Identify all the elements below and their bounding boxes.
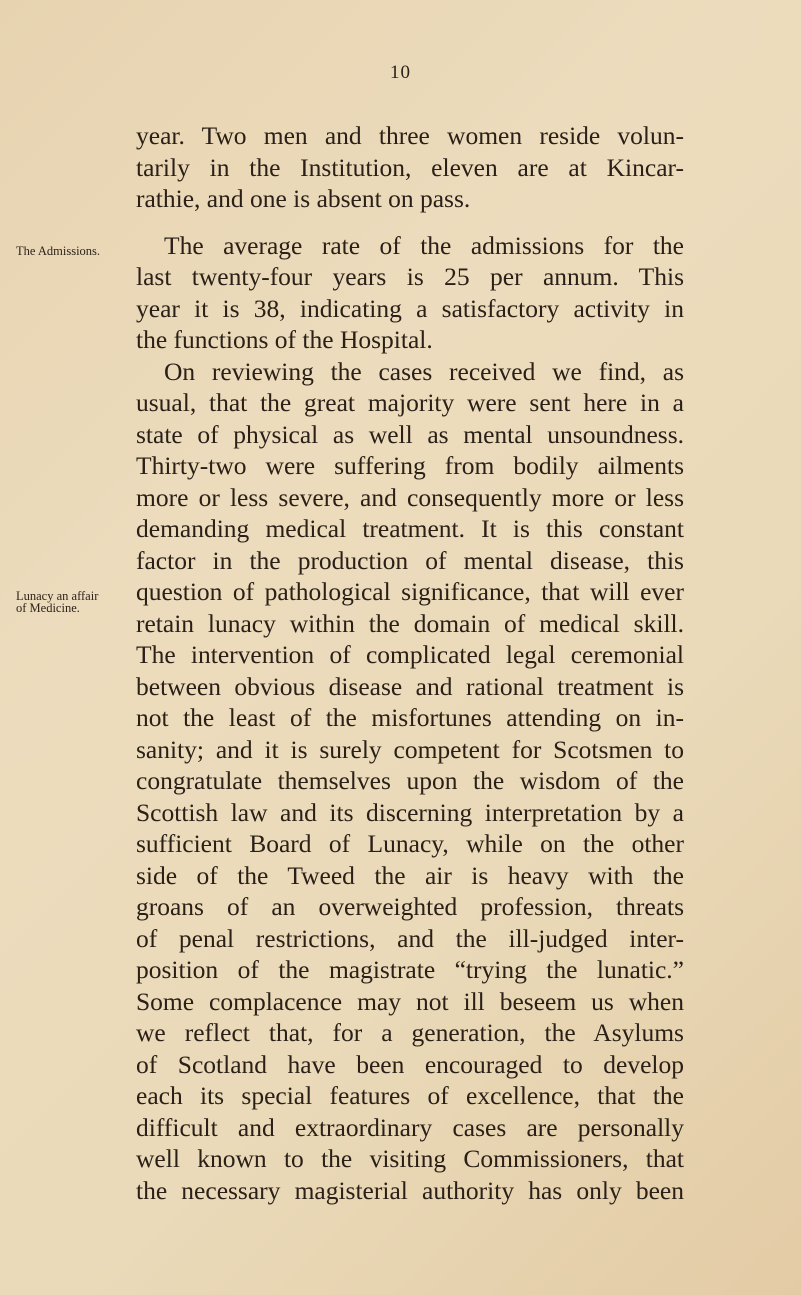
text-line: On reviewing the cases received we find, as xyxy=(164,356,684,386)
text-line: the functions of the Hospital. xyxy=(136,325,433,354)
text-line: more or less severe, and consequently more or less xyxy=(136,482,684,512)
text-line: not the least of the misfortunes attending on in- xyxy=(136,703,684,732)
body-text xyxy=(136,120,684,1206)
text-line: side of the Tweed the air is heavy with the xyxy=(136,860,684,890)
text-line: usual, that the great majority were sent here in a xyxy=(136,388,684,417)
paragraph-reviewing-cases xyxy=(136,356,684,1207)
text-line: year it is 38, indicating a satisfactory activity in xyxy=(136,293,684,323)
sidenote-line: The Admissions. xyxy=(16,244,101,258)
text-line: state of physical as well as mental unsoundness. xyxy=(136,419,684,449)
text-line: factor in the production of mental disease, this xyxy=(136,545,684,575)
text-line: question of pathological significance, that will ever xyxy=(136,577,684,606)
sidenote-lunacy-medicine xyxy=(16,590,98,614)
text-line: last twenty-four years is 25 per annum. This xyxy=(136,262,684,291)
text-line: of penal restrictions, and the ill-judged inter- xyxy=(136,923,684,953)
text-line: groans of an overweighted profession, threats xyxy=(136,892,684,921)
text-line: well known to the visiting Commissioners, that xyxy=(136,1144,684,1173)
paragraph-continuation xyxy=(136,120,684,215)
text-line: sufficient Board of Lunacy, while on the other xyxy=(136,829,684,858)
text-line: rathie, and one is absent on pass. xyxy=(136,184,471,213)
text-line: difficult and extraordinary cases are personally xyxy=(136,1112,684,1142)
text-line: The intervention of complicated legal ceremonial xyxy=(136,640,684,669)
page-number: 10 xyxy=(390,62,411,83)
text-line: tarily in the Institution, eleven are at Kincar- xyxy=(136,152,684,182)
text-line: of Scotland have been encouraged to develop xyxy=(136,1049,684,1079)
text-line: year. Two men and three women reside volun- xyxy=(136,121,684,150)
text-line: the necessary magisterial authority has only been xyxy=(136,1175,684,1205)
text-line: sanity; and it is surely competent for Scotsmen to xyxy=(136,734,684,764)
text-line: demanding medical treatment. It is this constant xyxy=(136,514,684,543)
sidenote-line: of Medicine. xyxy=(16,601,80,615)
text-line: retain lunacy within the domain of medical skill. xyxy=(136,608,684,638)
text-line: Scottish law and its discerning interpretation by a xyxy=(136,797,684,827)
text-line: The average rate of the admissions for the xyxy=(164,230,684,260)
sidenote-line: Lunacy an affair xyxy=(16,589,99,603)
sidenote-admissions xyxy=(16,245,100,257)
text-line: Thirty-two were suffering from bodily ailments xyxy=(136,451,684,480)
text-line: congratulate themselves upon the wisdom of the xyxy=(136,766,684,795)
paragraph-admissions xyxy=(136,230,684,356)
text-line: position of the magistrate “trying the lunatic.” xyxy=(136,955,684,984)
text-line: between obvious disease and rational treatment is xyxy=(136,671,684,701)
text-line: Some complacence may not ill beseem us when xyxy=(136,986,684,1016)
text-line: we reflect that, for a generation, the Asylums xyxy=(136,1018,684,1047)
text-line: each its special features of excellence, that the xyxy=(136,1081,684,1110)
